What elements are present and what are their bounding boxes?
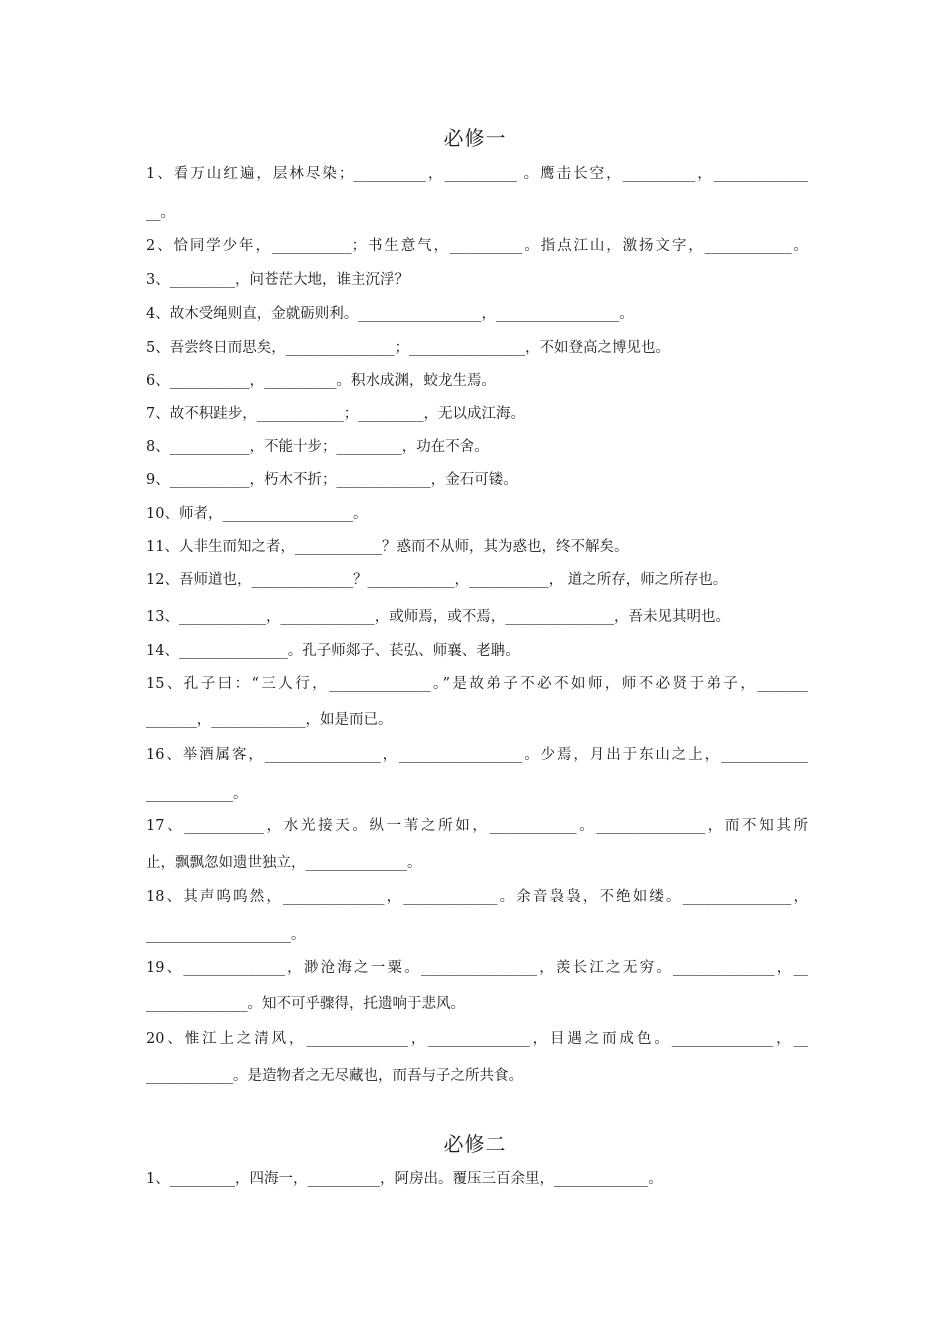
question-line: 10、师者，__________________。 [146,506,368,522]
question-line: 2、恰同学少年，___________；书生意气，__________。指点江山，激扬文字，____________。 [146,238,808,254]
question-line: 18、其声呜呜然，______________，_____________。余音袅袅，不绝如缕。_______________， [146,889,808,905]
question-line: 9、___________，朽木不折；_____________，金石可镂。 [146,472,518,488]
question-line: 12、吾师道也，______________？____________，___________， 道之所存，师之所存也。 [146,572,728,588]
section-title: 必修一 [443,126,507,150]
question-line: 止，飘飘忽如遗世独立，______________。 [146,855,422,871]
question-line: 8、___________，不能十步；_________，功在不舍。 [146,439,489,455]
question-line: 3、_________，问苍茫大地，谁主沉浮？ [146,272,409,288]
question-line: _______，_____________，如是而已。 [146,712,393,728]
question-line: 14、_______________。孔子师郯子、苌弘、师襄、老聃。 [146,643,520,659]
question-line: ______________。知不可乎骤得，托遗响于悲风。 [146,996,465,1012]
question-line: 19、______________，渺沧海之一粟。________________，羡长江之无穷。______________，__ [146,960,808,976]
question-line: 5、吾尝终日而思矣，_______________；________________，不如登高之博见也。 [146,340,670,356]
question-line: 1、_________，四海一，__________，阿房出。覆压三百余里，_____________。 [146,1171,663,1187]
question-line: 17、___________，水光接天。纵一苇之所如，____________。_______________，而不知其所 [146,818,808,834]
question-line: 15、孔子曰：“三人行，______________。”是故弟子不必不如师，师不必贤于弟子，_______ [146,676,808,692]
question-line: ____________。是造物者之无尽藏也，而吾与子之所共食。 [146,1068,523,1084]
question-line: 4、故木受绳则直，金就砺则利。_________________，_________________。 [146,306,634,322]
question-line: __。 [146,205,175,221]
question-line: 7、故不积跬步，____________；_________，无以成江海。 [146,406,525,422]
question-line: 16、举酒属客，________________，_________________。少焉，月出于东山之上，____________ [146,747,808,763]
question-line: 1、看万山红遍，层林尽染；__________，__________ 。鹰击长空，__________，_____________ [146,166,808,182]
question-line: 11、人非生而知之者，____________？惑而不从师，其为惑也，终不解矣。 [146,539,629,555]
question-line: ____________。 [146,786,248,802]
question-line: 13、____________，_____________，或师焉，或不焉，_______________，吾未见其明也。 [146,609,730,625]
question-line: 20、惟江上之清风，______________，______________，目遇之而成色。______________，__ [146,1031,808,1047]
question-line: ____________________。 [146,927,306,943]
question-line: 6、___________，__________。积水成渊，蛟龙生焉。 [146,373,496,389]
section-title: 必修二 [443,1132,507,1156]
